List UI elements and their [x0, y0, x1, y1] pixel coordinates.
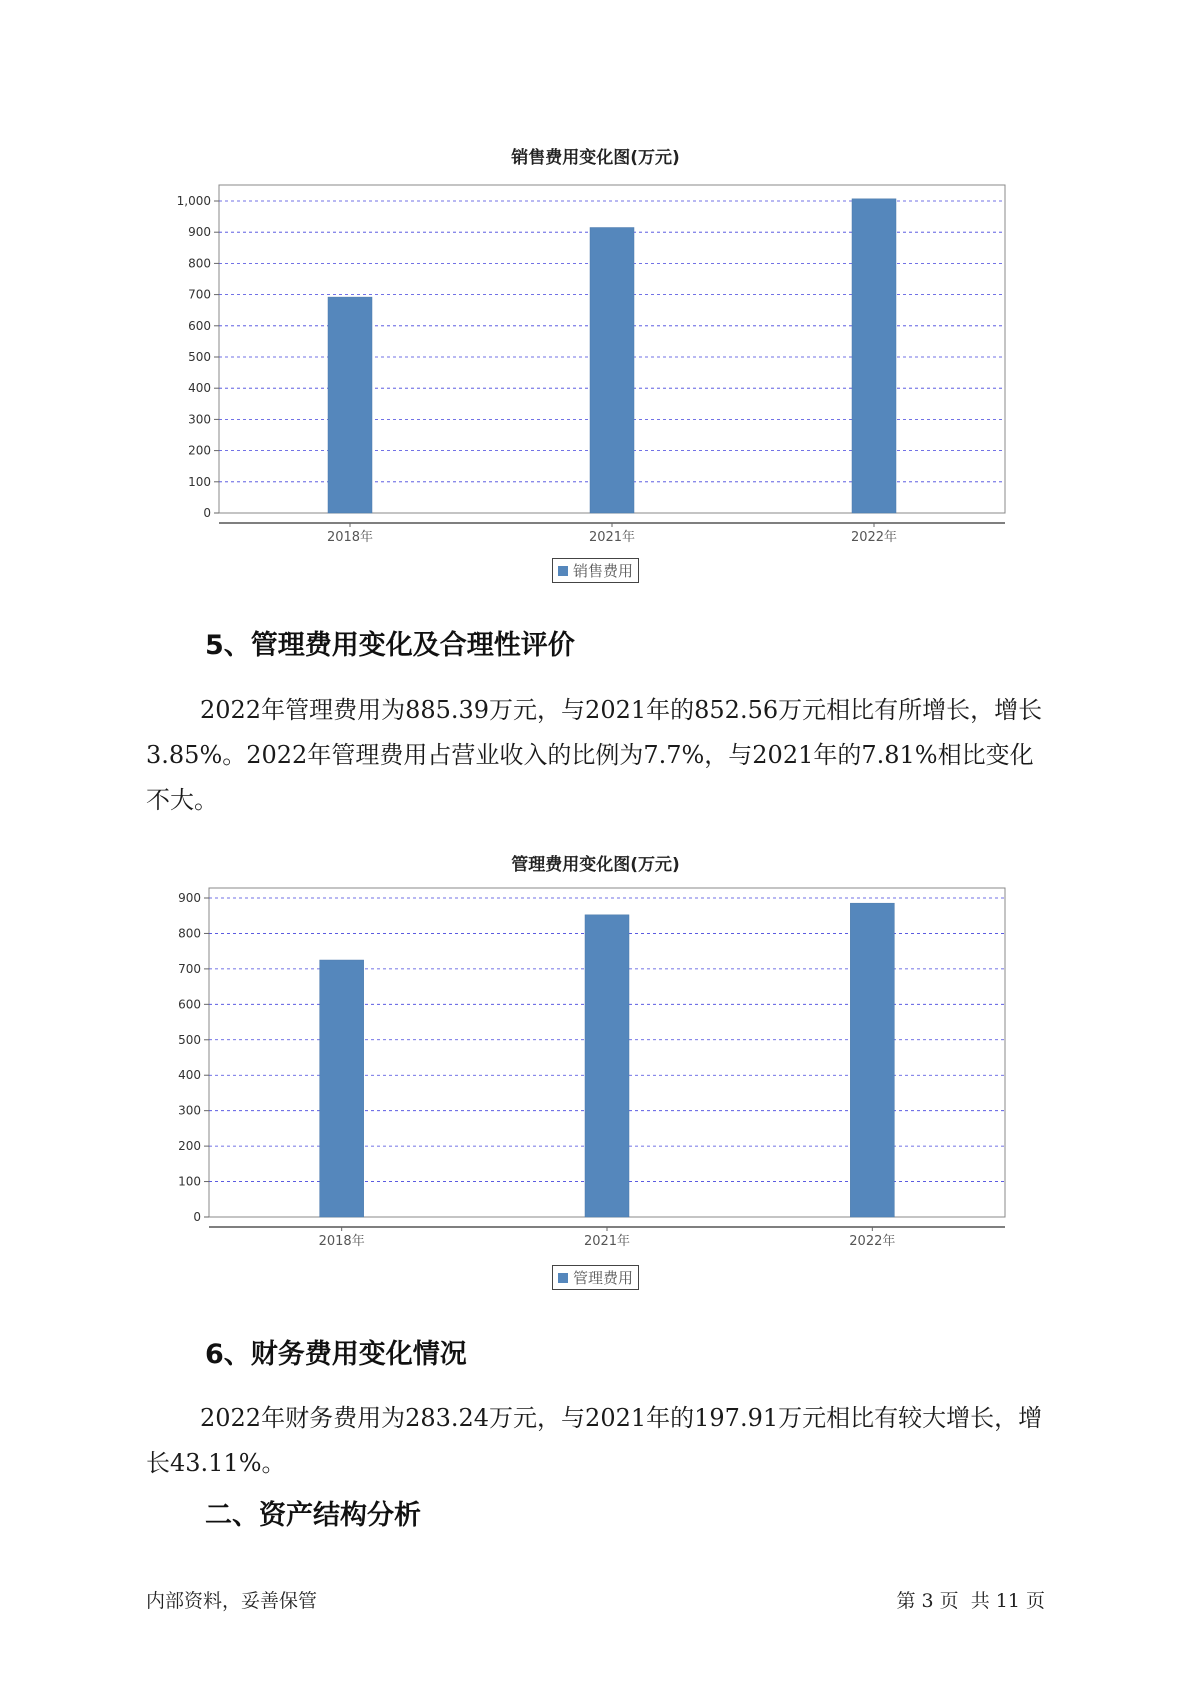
paragraph-section-6 [146, 1396, 1046, 1486]
y-tick-label: 1,000 [176, 194, 211, 208]
footer-page-number: 第 3 页 共 11 页 [896, 1590, 1045, 1612]
bar [850, 903, 894, 1217]
legend-label: 管理费用 [573, 1269, 634, 1287]
y-tick-label: 200 [178, 1139, 201, 1154]
y-tick-label: 900 [178, 891, 201, 905]
x-tick-label: 2021年 [583, 1234, 631, 1249]
y-tick-label: 700 [178, 961, 201, 976]
paragraph-text: 2022年财务费用为283.24万元，与2021年的197.91万元相比有较大增长，增长43.11%。 [146, 1404, 1043, 1477]
x-tick-label: 2022年 [850, 530, 898, 545]
chart-title-admin: 管理费用变化图(万元) [511, 855, 680, 875]
legend-swatch-icon [558, 1273, 568, 1283]
bar [320, 960, 364, 1217]
y-tick-label: 400 [178, 1068, 201, 1083]
y-tick-label: 200 [188, 443, 211, 458]
y-tick-label: 600 [178, 997, 201, 1012]
y-tick-label: 700 [188, 287, 211, 302]
y-tick-label: 800 [178, 926, 201, 941]
paragraph-text: 2022年管理费用为885.39万元，与2021年的852.56万元相比有所增长，增长3.85%。2022年管理费用占营业收入的比例为7.7%，与2021年的7.81%相比变化不大。 [146, 696, 1043, 814]
x-tick-label: 2022年 [849, 1234, 896, 1249]
y-tick-label: 100 [188, 474, 211, 489]
footer-confidential: 内部资料，妥善保管 [146, 1590, 318, 1612]
y-tick-label: 500 [178, 1032, 201, 1047]
chart-title-sales: 销售费用变化图(万元) [511, 148, 680, 168]
y-tick-label: 100 [178, 1174, 201, 1189]
bar [585, 915, 629, 1217]
x-tick-label: 2018年 [326, 530, 374, 545]
section-heading-ii: 二、资产结构分析 [205, 1500, 421, 1531]
y-tick-label: 400 [188, 381, 211, 396]
legend-label: 销售费用 [573, 562, 634, 580]
y-tick-label: 800 [188, 256, 211, 271]
y-tick-label: 900 [188, 225, 211, 240]
y-tick-label: 500 [188, 350, 211, 364]
y-tick-label: 300 [188, 412, 211, 427]
section-heading-5: 5、管理费用变化及合理性评价 [205, 630, 575, 661]
y-tick-label: 600 [188, 318, 211, 333]
y-tick-label: 300 [178, 1103, 201, 1118]
x-tick-label: 2018年 [318, 1234, 365, 1249]
y-tick-label: 0 [193, 1210, 201, 1224]
x-tick-label: 2021年 [588, 530, 636, 545]
y-tick-label: 0 [203, 506, 211, 520]
legend-admin [552, 1265, 639, 1290]
section-heading-6: 6、财务费用变化情况 [205, 1339, 467, 1370]
